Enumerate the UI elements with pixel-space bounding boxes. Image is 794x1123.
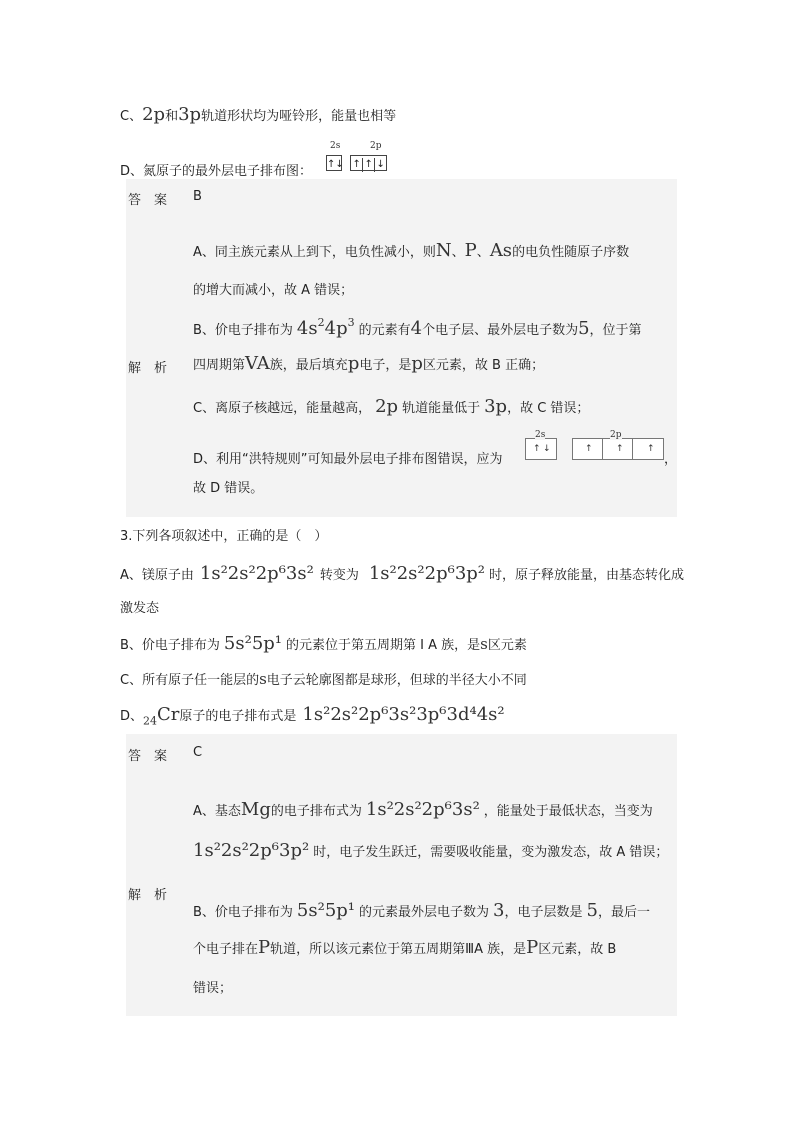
orbital-3p: 3p: [178, 104, 202, 125]
text: B、价电子排布为: [193, 905, 293, 920]
analysis-b-line1: [193, 316, 642, 339]
orbital-label-2s: 2s: [330, 141, 341, 151]
text: ，能量处于最低状态，当变为: [483, 804, 653, 819]
text: 区元素: [487, 638, 527, 653]
analysis2-a-line2: [193, 840, 668, 861]
text: ，故 C 错误；: [507, 401, 590, 416]
text: 个电子排在: [193, 942, 259, 957]
text: D、利用“洪特规则”可知最外层电子排布图错误，应为: [193, 452, 503, 467]
analysis-d-line1: [193, 448, 502, 467]
text: C、离原子核越远，能量越高，: [193, 401, 372, 416]
text: 时，电子发生跃迁，需要吸收能量，变为激发态，故 A 错误；: [313, 845, 669, 860]
number-3: 3: [493, 900, 505, 921]
text: 时，原子释放能量，由基态转化成: [489, 568, 685, 583]
text: 、: [476, 245, 490, 260]
analysis2-a-line1: [193, 799, 653, 820]
element-mg: Mg: [240, 799, 271, 820]
text: ，位于第: [589, 323, 642, 338]
orbital-box-2p-correct: [572, 438, 664, 460]
config-mg-ground: 1s²2s²2p⁶3s²: [365, 799, 480, 820]
orbital-cell: ↑: [351, 158, 363, 172]
analysis-a-line1: [193, 240, 629, 261]
analysis-a-line2: 的增大而减小，故 A 错误；: [193, 283, 354, 298]
text: 的元素最外层电子数为: [359, 905, 490, 920]
orbital-box-2s: [326, 155, 342, 171]
arrow-up-icon: ↑: [533, 444, 541, 454]
text: 四周期第: [193, 358, 246, 373]
text: 区元素，故 B 正确；: [422, 358, 545, 373]
option-d-text: D、氮原子的最外层电子排布图：: [120, 164, 313, 179]
orbital-label-2p: 2p: [610, 430, 622, 440]
answer-label: 答 案: [128, 749, 168, 764]
analysis2-b-line3: 错误；: [193, 981, 233, 996]
number-4: 4: [410, 318, 423, 339]
q3-option-a-line2: 激发态: [120, 601, 160, 616]
exponent: 3: [347, 316, 355, 329]
text: 轨道，所以该元素位于第五周期第ⅢA 族，是: [270, 942, 527, 957]
analysis-b-line2: [193, 353, 544, 374]
orbital-cell: ↓: [376, 159, 385, 170]
letter-s: s: [259, 670, 267, 688]
text: C、所有原子任一能层的: [120, 673, 260, 688]
analysis-label: 解 析: [128, 888, 168, 903]
analysis-label: 解 析: [128, 361, 168, 376]
element-cr: [143, 704, 180, 728]
text: ，电子层数是: [504, 905, 583, 920]
arrow-up-icon: ↑: [647, 444, 655, 454]
q3-option-d: [120, 704, 505, 728]
number-5: 5: [578, 318, 590, 339]
letter-p: p: [347, 353, 360, 374]
orbital-2p: 2p: [142, 104, 166, 125]
config-5s2-5p1: 5s²5p¹: [296, 900, 356, 921]
text: 轨道能量低于: [402, 401, 481, 416]
option-c-text: 轨道形状均为哑铃形，能量也相等: [201, 109, 397, 124]
element-n: N: [435, 240, 452, 261]
config-5s2-5p1: 5s²5p¹: [223, 633, 283, 654]
text: 的元素位于第五周期第 I A 族，是: [286, 638, 481, 653]
option-d-line: [120, 160, 312, 179]
letter-p: p: [411, 353, 423, 374]
config-mg-ground: 1s²2s²2p⁶3s²: [199, 563, 314, 584]
element-p: P: [464, 240, 477, 261]
number-5: 5: [586, 900, 598, 921]
analysis-c-line: [193, 396, 589, 417]
text: B、价电子排布为: [120, 638, 220, 653]
answer-box-2: [126, 734, 677, 1016]
orbital-3p: 3p: [484, 396, 508, 417]
text: B、价电子排布为: [193, 323, 293, 338]
text: 转变为: [319, 568, 359, 583]
element-as: As: [489, 240, 513, 261]
config-4s2-4p3: [297, 318, 355, 339]
orbital-diagram-nitrogen: [326, 155, 387, 171]
analysis2-b-line2: [193, 937, 616, 958]
letter-s: s: [480, 635, 488, 653]
letter-p: P: [526, 937, 539, 958]
answer-label: 答 案: [128, 193, 168, 208]
orbital-2p: 2p: [375, 396, 399, 417]
exponent: 2: [317, 316, 325, 329]
group-va: VA: [245, 353, 270, 374]
q3-option-c: [120, 669, 527, 688]
config-mg-excited: 1s²2s²2p⁶3p²: [193, 840, 310, 861]
text: 电子云轮廓图都是球形，但球的半径大小不同: [266, 673, 527, 688]
arrow-down-icon: ↓: [543, 444, 551, 454]
config-cr: 1s²2s²2p⁶3s²3p⁶3d⁴4s²: [302, 704, 505, 725]
analysis-d-comma: ，: [664, 452, 678, 467]
question-3-stem: 3.下列各项叙述中，正确的是（ ）: [120, 529, 328, 544]
text: 的电负性随原子序数: [512, 245, 630, 260]
text: D、: [120, 709, 144, 724]
option-c-line: [120, 104, 396, 125]
answer-value: B: [193, 189, 202, 204]
text: A、基态: [193, 804, 241, 819]
config-mg-excited: 1s²2s²2p⁶3p²: [368, 563, 486, 584]
text: ，最后一: [597, 905, 650, 920]
text: 区元素，故 B: [538, 942, 617, 957]
analysis2-b-line1: [193, 900, 650, 921]
text: 4s: [296, 318, 318, 339]
q3-option-b: [120, 633, 527, 654]
atomic-number: 24: [143, 714, 158, 728]
text: A、镁原子由: [120, 568, 194, 583]
orbital-box-2s-correct: [525, 438, 557, 460]
letter-p: P: [258, 937, 271, 958]
text: A、同主族元素从上到下，电负性减小，则: [193, 245, 436, 260]
text: 个电子层、最外层电子数为: [422, 323, 579, 338]
answer-value: C: [193, 745, 203, 760]
analysis-d-line2: 故 D 错误。: [193, 481, 264, 496]
orbital-cell: ↑: [363, 158, 375, 172]
option-c-and: 和: [165, 109, 179, 124]
text: 电子，是: [359, 358, 412, 373]
arrow-up-icon: ↑: [585, 444, 593, 454]
arrow-up-icon: ↑: [616, 444, 624, 454]
orbital-cell: ↑↓: [327, 159, 344, 170]
orbital-box-2p: [350, 155, 387, 171]
text: 、: [451, 245, 465, 260]
text: 的电子排布式为: [270, 804, 362, 819]
text: 族，最后填充: [269, 358, 348, 373]
option-c-prefix: C、: [120, 109, 143, 124]
text: 的元素有: [358, 323, 411, 338]
q3-option-a-line1: [120, 563, 684, 584]
orbital-label-2s: 2s: [535, 430, 546, 440]
text: 4p: [324, 318, 348, 339]
orbital-label-2p: 2p: [370, 141, 382, 151]
text: 原子的电子排布式是: [179, 709, 297, 724]
text: Cr: [157, 704, 180, 725]
